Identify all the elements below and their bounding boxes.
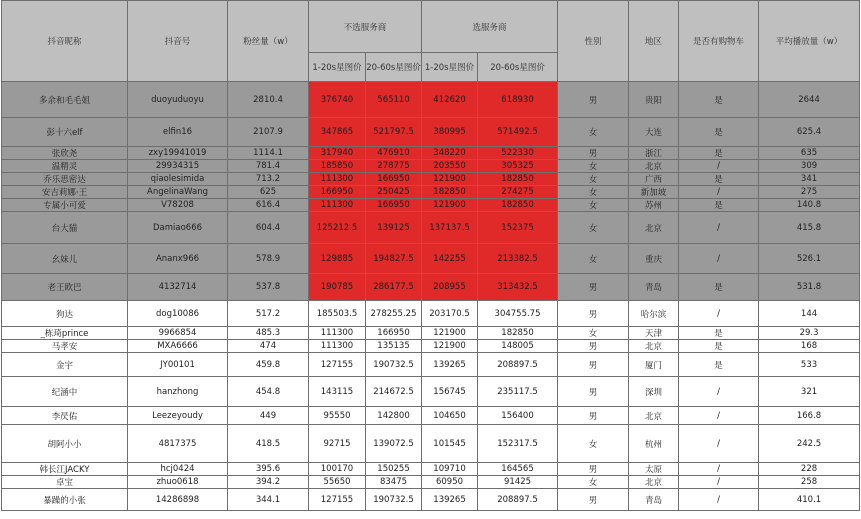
cell-region[interactable]: 广西 — [629, 173, 679, 186]
cell-followers[interactable]: 2107.9 — [228, 118, 309, 147]
cell-price-service-1-20s[interactable]: 101545 — [422, 425, 478, 463]
cell-nickname[interactable]: 彭十六elf — [2, 118, 128, 147]
cell-cart[interactable]: 是 — [679, 199, 759, 212]
cell-douyin-id[interactable]: MXA6666 — [128, 340, 228, 353]
cell-price-service-1-20s[interactable]: 60950 — [422, 476, 478, 489]
cell-region[interactable]: 浙江 — [629, 147, 679, 160]
cell-douyin-id[interactable]: duoyuduoyu — [128, 82, 228, 118]
cell-cart[interactable]: 是 — [679, 353, 759, 377]
table-row — [2, 301, 860, 327]
cell-nickname[interactable]: 纪涵中 — [2, 377, 128, 407]
cell-price-no-service-1-20s[interactable]: 129885 — [309, 244, 366, 274]
cell-avg-plays[interactable]: 228 — [759, 463, 860, 476]
cell-price-service-1-20s[interactable]: 139265 — [422, 489, 478, 511]
cell-region[interactable]: 北京 — [629, 212, 679, 244]
cell-region[interactable]: 新加坡 — [629, 186, 679, 199]
header-service[interactable]: 选服务商 — [422, 1, 558, 53]
cell-cart[interactable]: 是 — [679, 118, 759, 147]
cell-avg-plays[interactable]: 533 — [759, 353, 860, 377]
cell-price-service-20-60s[interactable]: 182850 — [478, 327, 558, 340]
cell-price-no-service-20-60s[interactable]: 166950 — [366, 199, 422, 212]
cell-nickname[interactable]: 幺妹儿 — [2, 244, 128, 274]
cell-douyin-id[interactable]: zhuo0618 — [128, 476, 228, 489]
cell-cart[interactable]: / — [679, 463, 759, 476]
table-row — [2, 186, 860, 199]
header-shopping-cart[interactable]: 是否有购物车 — [679, 1, 759, 82]
cell-nickname[interactable]: _栋琦prince — [2, 327, 128, 340]
cell-price-service-1-20s[interactable]: 121900 — [422, 173, 478, 186]
cell-nickname[interactable]: 胡阿小小 — [2, 425, 128, 463]
cell-price-service-1-20s[interactable]: 109710 — [422, 463, 478, 476]
cell-gender[interactable]: 女 — [558, 160, 629, 173]
cell-price-service-20-60s[interactable]: 213382.5 — [478, 244, 558, 274]
table-row — [2, 199, 860, 212]
cell-gender[interactable]: 女 — [558, 212, 629, 244]
cell-avg-plays[interactable]: 168 — [759, 340, 860, 353]
cell-region[interactable]: 大连 — [629, 118, 679, 147]
cell-price-service-1-20s[interactable]: 380995 — [422, 118, 478, 147]
cell-price-service-20-60s[interactable]: 305325 — [478, 160, 558, 173]
cell-followers[interactable]: 578.9 — [228, 244, 309, 274]
cell-gender[interactable]: 女 — [558, 186, 629, 199]
cell-price-service-20-60s[interactable]: 274275 — [478, 186, 558, 199]
cell-followers[interactable]: 474 — [228, 340, 309, 353]
cell-price-service-1-20s[interactable]: 203170.5 — [422, 301, 478, 327]
cell-nickname[interactable]: 多余和毛毛姐 — [2, 82, 128, 118]
cell-region[interactable]: 苏州 — [629, 199, 679, 212]
cell-avg-plays[interactable]: 526.1 — [759, 244, 860, 274]
subheader-price-1-20s[interactable]: 1-20s星图价 — [422, 53, 478, 82]
cell-nickname[interactable]: 安吉莉娜·王 — [2, 186, 128, 199]
cell-region[interactable]: 北京 — [629, 407, 679, 425]
cell-price-no-service-1-20s[interactable]: 55650 — [309, 476, 366, 489]
cell-douyin-id[interactable]: JY00101 — [128, 353, 228, 377]
header-region[interactable]: 地区 — [629, 1, 679, 82]
cell-gender[interactable]: 女 — [558, 476, 629, 489]
table-row — [2, 377, 860, 407]
header-nickname[interactable]: 抖音昵称 — [2, 1, 128, 82]
cell-price-no-service-20-60s[interactable]: 166950 — [366, 327, 422, 340]
table-row — [2, 160, 860, 173]
cell-douyin-id[interactable]: Damiao666 — [128, 212, 228, 244]
cell-gender[interactable]: 女 — [558, 199, 629, 212]
cell-douyin-id[interactable]: Leezeyoudy — [128, 407, 228, 425]
cell-cart[interactable]: / — [679, 301, 759, 327]
cell-douyin-id[interactable]: 4817375 — [128, 425, 228, 463]
cell-douyin-id[interactable]: 29934315 — [128, 160, 228, 173]
cell-cart[interactable]: 是 — [679, 147, 759, 160]
cell-price-no-service-1-20s[interactable]: 111300 — [309, 199, 366, 212]
cell-gender[interactable]: 男 — [558, 301, 629, 327]
cell-avg-plays[interactable]: 166.8 — [759, 407, 860, 425]
cell-price-no-service-20-60s[interactable]: 166950 — [366, 173, 422, 186]
cell-followers[interactable]: 713.2 — [228, 173, 309, 186]
cell-gender[interactable]: 女 — [558, 327, 629, 340]
cell-nickname[interactable]: 马孝安 — [2, 340, 128, 353]
cell-followers[interactable]: 459.8 — [228, 353, 309, 377]
cell-price-no-service-20-60s[interactable]: 565110 — [366, 82, 422, 118]
cell-followers[interactable]: 449 — [228, 407, 309, 425]
cell-douyin-id[interactable]: zxy19941019 — [128, 147, 228, 160]
cell-followers[interactable]: 517.2 — [228, 301, 309, 327]
cell-region[interactable]: 杭州 — [629, 425, 679, 463]
cell-douyin-id[interactable]: Ananx966 — [128, 244, 228, 274]
subheader-price-20-60s[interactable]: 20-60s星图价 — [478, 53, 558, 82]
cell-region[interactable]: 重庆 — [629, 244, 679, 274]
cell-region[interactable]: 青岛 — [629, 489, 679, 511]
table-row — [2, 407, 860, 425]
cell-nickname[interactable]: 温精灵 — [2, 160, 128, 173]
cell-gender[interactable]: 男 — [558, 274, 629, 301]
cell-gender[interactable]: 女 — [558, 425, 629, 463]
cell-avg-plays[interactable]: 635 — [759, 147, 860, 160]
cell-followers[interactable]: 781.4 — [228, 160, 309, 173]
table-row — [2, 327, 860, 340]
cell-price-service-1-20s[interactable]: 412620 — [422, 82, 478, 118]
cell-cart[interactable]: 是 — [679, 173, 759, 186]
cell-cart[interactable]: / — [679, 407, 759, 425]
cell-region[interactable]: 北京 — [629, 340, 679, 353]
header-douyin-id[interactable]: 抖音号 — [128, 1, 228, 82]
cell-price-no-service-20-60s[interactable]: 278775 — [366, 160, 422, 173]
cell-gender[interactable]: 女 — [558, 244, 629, 274]
table-body — [2, 82, 860, 511]
cell-nickname[interactable]: 狗达 — [2, 301, 128, 327]
cell-price-no-service-20-60s[interactable]: 476910 — [366, 147, 422, 160]
table-row — [2, 463, 860, 476]
cell-nickname[interactable]: 台大猫 — [2, 212, 128, 244]
cell-price-no-service-1-20s[interactable]: 166950 — [309, 186, 366, 199]
cell-followers[interactable]: 625 — [228, 186, 309, 199]
cell-price-service-1-20s[interactable]: 203550 — [422, 160, 478, 173]
cell-price-no-service-20-60s[interactable]: 286177.5 — [366, 274, 422, 301]
cell-followers[interactable]: 394.2 — [228, 476, 309, 489]
cell-avg-plays[interactable]: 144 — [759, 301, 860, 327]
cell-price-no-service-20-60s[interactable]: 83475 — [366, 476, 422, 489]
cell-price-service-1-20s[interactable]: 137137.5 — [422, 212, 478, 244]
cell-avg-plays[interactable]: 2644 — [759, 82, 860, 118]
cell-followers[interactable]: 485.3 — [228, 327, 309, 340]
cell-followers[interactable]: 616.4 — [228, 199, 309, 212]
cell-avg-plays[interactable]: 258 — [759, 476, 860, 489]
table-row — [2, 274, 860, 301]
cell-followers[interactable]: 604.4 — [228, 212, 309, 244]
cell-price-no-service-20-60s[interactable]: 142800 — [366, 407, 422, 425]
cell-price-service-20-60s[interactable]: 235117.5 — [478, 377, 558, 407]
header-no-service[interactable]: 不选服务商 — [309, 1, 422, 53]
cell-price-no-service-1-20s[interactable]: 95550 — [309, 407, 366, 425]
table-row — [2, 244, 860, 274]
cell-price-service-20-60s[interactable]: 156400 — [478, 407, 558, 425]
cell-price-no-service-1-20s[interactable]: 111300 — [309, 173, 366, 186]
cell-price-service-20-60s[interactable]: 304755.75 — [478, 301, 558, 327]
cell-price-service-20-60s[interactable]: 618930 — [478, 82, 558, 118]
cell-cart[interactable]: / — [679, 212, 759, 244]
cell-region[interactable]: 北京 — [629, 160, 679, 173]
cell-nickname[interactable]: 卓宝 — [2, 476, 128, 489]
table-row — [2, 82, 860, 118]
table-row — [2, 147, 860, 160]
cell-cart[interactable]: / — [679, 160, 759, 173]
cell-price-service-20-60s[interactable]: 152375 — [478, 212, 558, 244]
cell-price-no-service-1-20s[interactable]: 111300 — [309, 327, 366, 340]
cell-price-service-1-20s[interactable]: 208955 — [422, 274, 478, 301]
cell-avg-plays[interactable]: 29.3 — [759, 327, 860, 340]
cell-avg-plays[interactable]: 309 — [759, 160, 860, 173]
cell-region[interactable]: 哈尔滨 — [629, 301, 679, 327]
cell-cart[interactable]: / — [679, 186, 759, 199]
cell-followers[interactable]: 395.6 — [228, 463, 309, 476]
cell-price-no-service-1-20s[interactable]: 92715 — [309, 425, 366, 463]
cell-region[interactable]: 北京 — [629, 476, 679, 489]
cell-gender[interactable]: 男 — [558, 82, 629, 118]
cell-douyin-id[interactable]: 4132714 — [128, 274, 228, 301]
header-followers[interactable]: 粉丝量（w） — [228, 1, 309, 82]
cell-douyin-id[interactable]: 9966854 — [128, 327, 228, 340]
cell-cart[interactable]: 是 — [679, 274, 759, 301]
cell-cart[interactable]: / — [679, 476, 759, 489]
cell-nickname[interactable]: 暴躁的小张 — [2, 489, 128, 511]
cell-price-no-service-20-60s[interactable]: 521797.5 — [366, 118, 422, 147]
cell-price-service-1-20s[interactable]: 156745 — [422, 377, 478, 407]
cell-gender[interactable]: 男 — [558, 463, 629, 476]
cell-gender[interactable]: 男 — [558, 147, 629, 160]
cell-region[interactable]: 贵阳 — [629, 82, 679, 118]
table-row — [2, 489, 860, 511]
cell-avg-plays[interactable]: 275 — [759, 186, 860, 199]
cell-gender[interactable]: 女 — [558, 118, 629, 147]
cell-followers[interactable]: 537.8 — [228, 274, 309, 301]
table-row — [2, 425, 860, 463]
cell-douyin-id[interactable]: dog10086 — [128, 301, 228, 327]
cell-nickname[interactable]: 李昃佑 — [2, 407, 128, 425]
cell-price-service-20-60s[interactable]: 571492.5 — [478, 118, 558, 147]
cell-price-service-20-60s[interactable]: 182850 — [478, 199, 558, 212]
cell-price-service-20-60s[interactable]: 522330 — [478, 147, 558, 160]
table-row — [2, 353, 860, 377]
cell-price-no-service-20-60s[interactable]: 150255 — [366, 463, 422, 476]
subheader-price-20-60s[interactable]: 20-60s星图价 — [366, 53, 422, 82]
cell-nickname[interactable]: 专属小可爱 — [2, 199, 128, 212]
cell-price-no-service-20-60s[interactable]: 250425 — [366, 186, 422, 199]
cell-price-service-20-60s[interactable]: 148005 — [478, 340, 558, 353]
cell-region[interactable]: 青岛 — [629, 274, 679, 301]
cell-price-no-service-20-60s[interactable]: 214672.5 — [366, 377, 422, 407]
cell-price-service-1-20s[interactable]: 142255 — [422, 244, 478, 274]
cell-price-no-service-20-60s[interactable]: 135135 — [366, 340, 422, 353]
cell-avg-plays[interactable]: 531.8 — [759, 274, 860, 301]
cell-price-service-20-60s[interactable]: 152317.5 — [478, 425, 558, 463]
cell-douyin-id[interactable]: V78208 — [128, 199, 228, 212]
cell-region[interactable]: 天津 — [629, 327, 679, 340]
cell-avg-plays[interactable]: 321 — [759, 377, 860, 407]
cell-price-no-service-20-60s[interactable]: 190732.5 — [366, 353, 422, 377]
table-row — [2, 173, 860, 186]
kol-pricing-table — [1, 0, 860, 511]
cell-price-no-service-1-20s[interactable]: 376740 — [309, 82, 366, 118]
cell-nickname[interactable]: 张欣尧 — [2, 147, 128, 160]
table-row — [2, 118, 860, 147]
cell-price-no-service-1-20s[interactable]: 127155 — [309, 489, 366, 511]
cell-price-no-service-1-20s[interactable]: 317940 — [309, 147, 366, 160]
cell-price-service-1-20s[interactable]: 348220 — [422, 147, 478, 160]
cell-price-service-1-20s[interactable]: 121900 — [422, 327, 478, 340]
cell-price-no-service-1-20s[interactable]: 185503.5 — [309, 301, 366, 327]
cell-avg-plays[interactable]: 625.4 — [759, 118, 860, 147]
cell-avg-plays[interactable]: 242.5 — [759, 425, 860, 463]
cell-nickname[interactable]: 老王欧巴 — [2, 274, 128, 301]
cell-price-no-service-20-60s[interactable]: 190732.5 — [366, 489, 422, 511]
cell-douyin-id[interactable]: hcj0424 — [128, 463, 228, 476]
cell-cart[interactable]: 是 — [679, 82, 759, 118]
cell-price-service-20-60s[interactable]: 91425 — [478, 476, 558, 489]
cell-price-no-service-1-20s[interactable]: 143115 — [309, 377, 366, 407]
table-row — [2, 340, 860, 353]
cell-price-service-20-60s[interactable]: 164565 — [478, 463, 558, 476]
cell-cart[interactable]: 是 — [679, 327, 759, 340]
cell-price-no-service-1-20s[interactable]: 190785 — [309, 274, 366, 301]
cell-gender[interactable]: 男 — [558, 340, 629, 353]
cell-cart[interactable]: 是 — [679, 340, 759, 353]
cell-price-service-1-20s[interactable]: 104650 — [422, 407, 478, 425]
cell-price-service-1-20s[interactable]: 182850 — [422, 186, 478, 199]
cell-price-service-1-20s[interactable]: 121900 — [422, 199, 478, 212]
cell-followers[interactable]: 2810.4 — [228, 82, 309, 118]
cell-gender[interactable]: 男 — [558, 353, 629, 377]
cell-cart[interactable]: / — [679, 489, 759, 511]
cell-avg-plays[interactable]: 140.8 — [759, 199, 860, 212]
cell-nickname[interactable]: 韩长江JACKY — [2, 463, 128, 476]
cell-douyin-id[interactable]: elfin16 — [128, 118, 228, 147]
cell-douyin-id[interactable]: AngelinaWang — [128, 186, 228, 199]
cell-followers[interactable]: 454.8 — [228, 377, 309, 407]
cell-avg-plays[interactable]: 410.1 — [759, 489, 860, 511]
cell-avg-plays[interactable]: 341 — [759, 173, 860, 186]
cell-price-no-service-1-20s[interactable]: 125212.5 — [309, 212, 366, 244]
cell-region[interactable]: 深圳 — [629, 377, 679, 407]
cell-gender[interactable]: 男 — [558, 377, 629, 407]
cell-gender[interactable]: 男 — [558, 407, 629, 425]
cell-price-no-service-20-60s[interactable]: 139125 — [366, 212, 422, 244]
cell-douyin-id[interactable]: qiaolesimida — [128, 173, 228, 186]
cell-region[interactable]: 厦门 — [629, 353, 679, 377]
cell-followers[interactable]: 418.5 — [228, 425, 309, 463]
cell-followers[interactable]: 1114.1 — [228, 147, 309, 160]
cell-gender[interactable]: 男 — [558, 489, 629, 511]
cell-price-no-service-1-20s[interactable]: 100170 — [309, 463, 366, 476]
cell-price-no-service-1-20s[interactable]: 111300 — [309, 340, 366, 353]
cell-price-no-service-1-20s[interactable]: 185850 — [309, 160, 366, 173]
cell-price-service-1-20s[interactable]: 121900 — [422, 340, 478, 353]
cell-price-no-service-20-60s[interactable]: 278255.25 — [366, 301, 422, 327]
subheader-price-1-20s[interactable]: 1-20s星图价 — [309, 53, 366, 82]
cell-gender[interactable]: 女 — [558, 173, 629, 186]
cell-price-service-20-60s[interactable]: 313432.5 — [478, 274, 558, 301]
header-gender[interactable]: 性别 — [558, 1, 629, 82]
cell-followers[interactable]: 344.1 — [228, 489, 309, 511]
header-avg-plays[interactable]: 平均播放量（w） — [759, 1, 860, 82]
cell-cart[interactable]: / — [679, 425, 759, 463]
cell-price-no-service-20-60s[interactable]: 139072.5 — [366, 425, 422, 463]
cell-price-service-20-60s[interactable]: 208897.5 — [478, 353, 558, 377]
cell-price-service-20-60s[interactable]: 182850 — [478, 173, 558, 186]
cell-douyin-id[interactable]: 14286898 — [128, 489, 228, 511]
cell-nickname[interactable]: 乔乐思密达 — [2, 173, 128, 186]
cell-cart[interactable]: / — [679, 377, 759, 407]
cell-nickname[interactable]: 金宇 — [2, 353, 128, 377]
cell-douyin-id[interactable]: hanzhong — [128, 377, 228, 407]
table-row — [2, 476, 860, 489]
cell-price-no-service-1-20s[interactable]: 127155 — [309, 353, 366, 377]
table-row — [2, 212, 860, 244]
cell-region[interactable]: 太原 — [629, 463, 679, 476]
cell-price-no-service-1-20s[interactable]: 347865 — [309, 118, 366, 147]
cell-price-service-1-20s[interactable]: 139265 — [422, 353, 478, 377]
cell-price-service-20-60s[interactable]: 208897.5 — [478, 489, 558, 511]
cell-cart[interactable]: / — [679, 244, 759, 274]
cell-avg-plays[interactable]: 415.8 — [759, 212, 860, 244]
cell-price-no-service-20-60s[interactable]: 194827.5 — [366, 244, 422, 274]
